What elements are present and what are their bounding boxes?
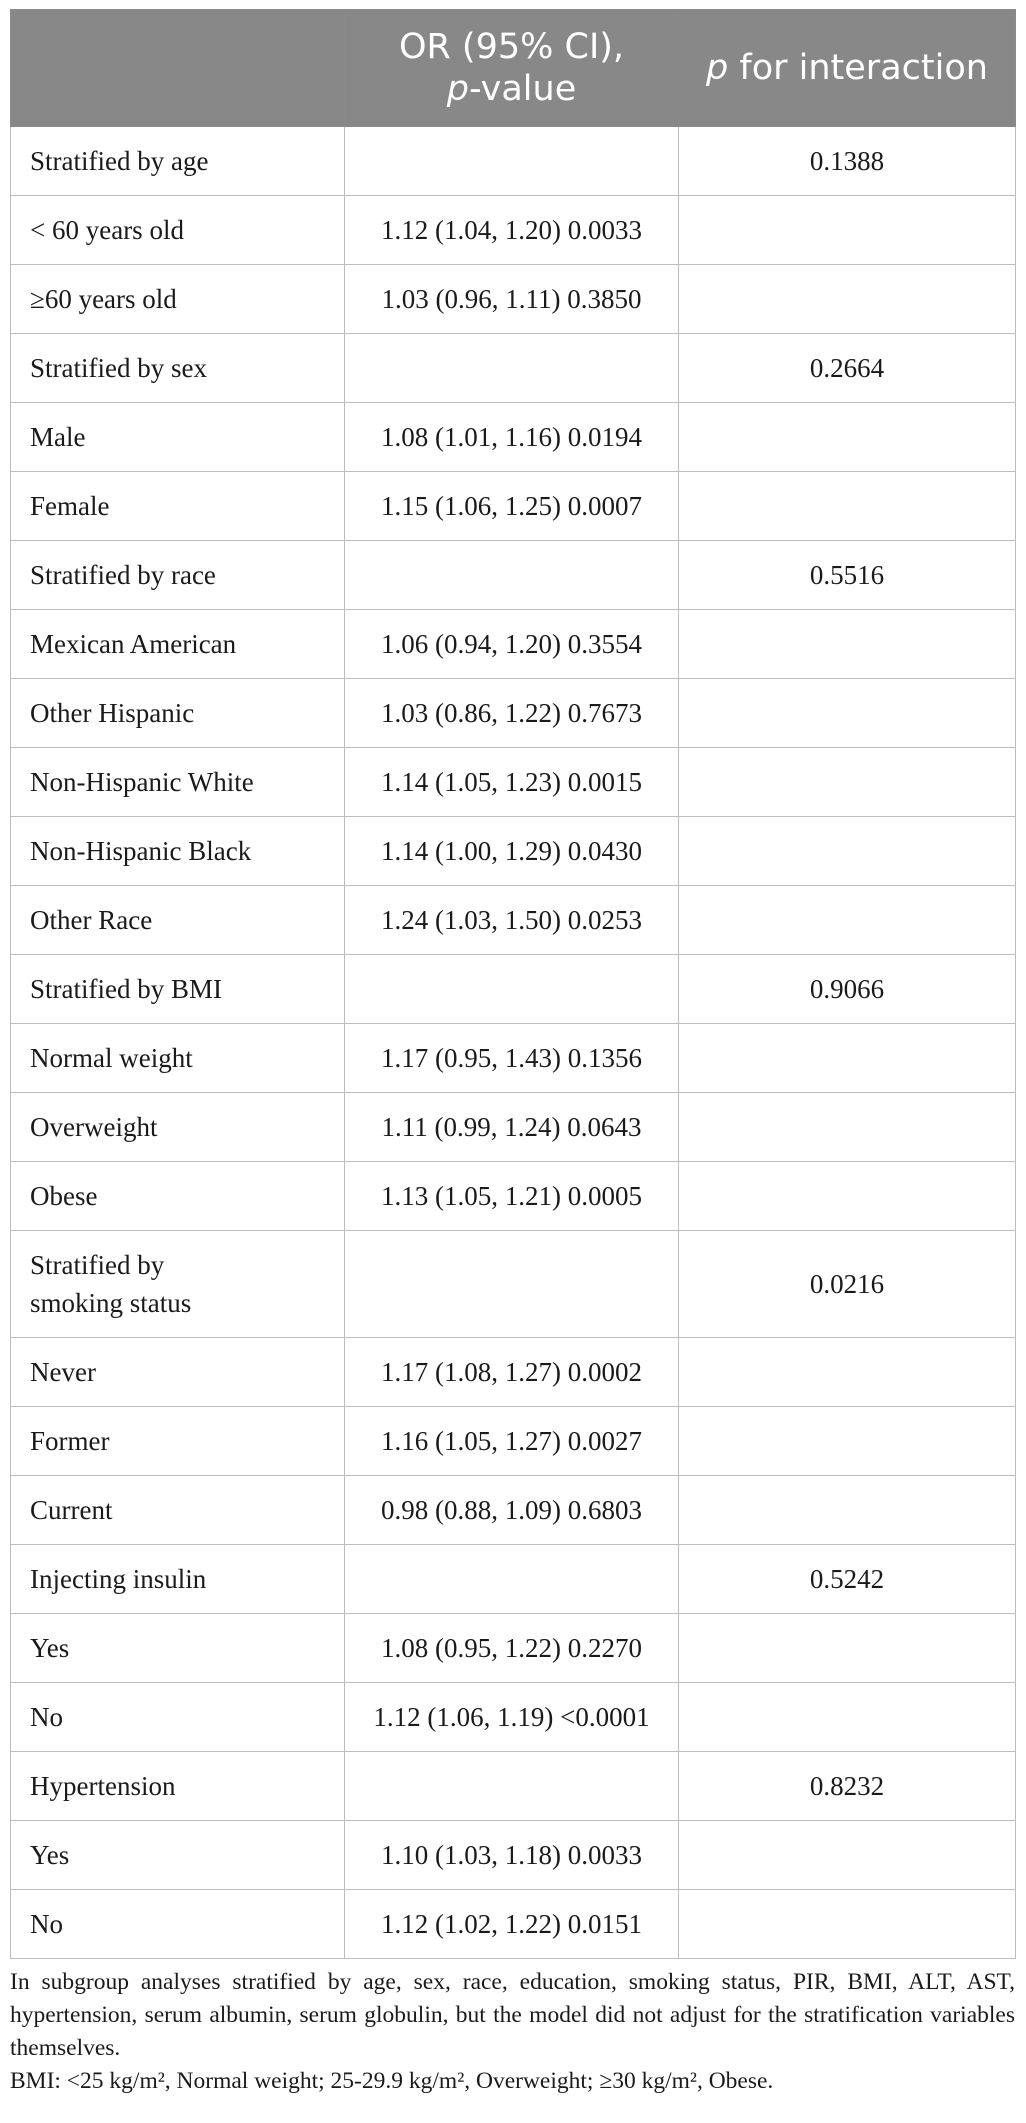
row-or: 1.17 (1.08, 1.27) 0.0002 xyxy=(345,1338,679,1407)
table-header-row xyxy=(11,10,1016,127)
table-row xyxy=(11,403,1016,472)
table-row xyxy=(11,886,1016,955)
row-label: Male xyxy=(11,403,345,472)
table-row xyxy=(11,610,1016,679)
table-row xyxy=(11,1162,1016,1231)
row-or: 0.98 (0.88, 1.09) 0.6803 xyxy=(345,1476,679,1545)
row-or: 1.12 (1.06, 1.19) <0.0001 xyxy=(345,1683,679,1752)
row-or: 1.11 (0.99, 1.24) 0.0643 xyxy=(345,1093,679,1162)
row-or: 1.15 (1.06, 1.25) 0.0007 xyxy=(345,472,679,541)
row-p-interaction: 0.9066 xyxy=(679,955,1016,1024)
footnote-bmi: BMI: <25 kg/m², Normal weight; 25-29.9 kg/m², Overweight; ≥30 kg/m², Obese. xyxy=(10,2068,774,2094)
table-row xyxy=(11,1338,1016,1407)
table-row xyxy=(11,334,1016,403)
row-p-interaction: 0.2664 xyxy=(679,334,1016,403)
row-label: Never xyxy=(11,1338,345,1407)
table-row xyxy=(11,472,1016,541)
row-p-interaction xyxy=(679,1407,1016,1476)
row-p-interaction: 0.5516 xyxy=(679,541,1016,610)
row-label: Non-Hispanic White xyxy=(11,748,345,817)
row-or: 1.16 (1.05, 1.27) 0.0027 xyxy=(345,1407,679,1476)
row-p-interaction xyxy=(679,472,1016,541)
results-table-container xyxy=(10,9,1015,1959)
footnote-stratification: In subgroup analyses stratified by age, sex, race, education, smoking status, PIR, BMI, ALT, AST, hypertension, serum albumin, serum globulin, but the model did not adjust for the stratification variables themselves. xyxy=(10,1969,1015,2061)
table-row xyxy=(11,817,1016,886)
row-or: 1.14 (1.00, 1.29) 0.0430 xyxy=(345,817,679,886)
table-row xyxy=(11,1407,1016,1476)
header-p-interaction xyxy=(679,10,1016,127)
row-p-interaction xyxy=(679,817,1016,886)
table-row xyxy=(11,1545,1016,1614)
row-label: Stratified by sex xyxy=(11,334,345,403)
row-label: Stratified by race xyxy=(11,541,345,610)
row-label: ≥60 years old xyxy=(11,265,345,334)
row-or xyxy=(345,127,679,196)
row-label-line2: smoking status xyxy=(30,1288,192,1318)
row-label: Yes xyxy=(11,1821,345,1890)
table-row xyxy=(11,1683,1016,1752)
row-or xyxy=(345,955,679,1024)
row-label: Non-Hispanic Black xyxy=(11,817,345,886)
row-label: Hypertension xyxy=(11,1752,345,1821)
table-row xyxy=(11,748,1016,817)
row-or: 1.12 (1.02, 1.22) 0.0151 xyxy=(345,1890,679,1959)
row-p-interaction xyxy=(679,886,1016,955)
table-row xyxy=(11,265,1016,334)
row-or: 1.14 (1.05, 1.23) 0.0015 xyxy=(345,748,679,817)
row-p-interaction xyxy=(679,1614,1016,1683)
header-or-ci-value: -value xyxy=(468,69,577,109)
row-label: No xyxy=(11,1683,345,1752)
header-or-ci-line1: OR (95% CI), xyxy=(398,27,625,67)
row-p-interaction xyxy=(679,748,1016,817)
row-label: Yes xyxy=(11,1614,345,1683)
table-row xyxy=(11,541,1016,610)
row-p-interaction xyxy=(679,1476,1016,1545)
row-or: 1.08 (1.01, 1.16) 0.0194 xyxy=(345,403,679,472)
row-label xyxy=(11,1231,345,1338)
row-p-interaction xyxy=(679,1683,1016,1752)
row-or: 1.17 (0.95, 1.43) 0.1356 xyxy=(345,1024,679,1093)
header-subgroup xyxy=(11,10,345,127)
row-p-interaction: 0.8232 xyxy=(679,1752,1016,1821)
row-or: 1.13 (1.05, 1.21) 0.0005 xyxy=(345,1162,679,1231)
table-row xyxy=(11,955,1016,1024)
table-row xyxy=(11,1093,1016,1162)
row-label: Female xyxy=(11,472,345,541)
table-row xyxy=(11,1476,1016,1545)
table-row xyxy=(11,1890,1016,1959)
row-label: Obese xyxy=(11,1162,345,1231)
row-label: Stratified by BMI xyxy=(11,955,345,1024)
row-label: Injecting insulin xyxy=(11,1545,345,1614)
row-label: < 60 years old xyxy=(11,196,345,265)
row-p-interaction: 0.1388 xyxy=(679,127,1016,196)
row-p-interaction xyxy=(679,265,1016,334)
row-label: Former xyxy=(11,1407,345,1476)
row-or: 1.24 (1.03, 1.50) 0.0253 xyxy=(345,886,679,955)
row-p-interaction xyxy=(679,196,1016,265)
row-p-interaction xyxy=(679,1890,1016,1959)
row-p-interaction: 0.5242 xyxy=(679,1545,1016,1614)
header-p-interaction-rest: for interaction xyxy=(728,48,988,88)
table-row xyxy=(11,1614,1016,1683)
row-or: 1.12 (1.04, 1.20) 0.0033 xyxy=(345,196,679,265)
row-label: Other Hispanic xyxy=(11,679,345,748)
row-or: 1.06 (0.94, 1.20) 0.3554 xyxy=(345,610,679,679)
row-label: Normal weight xyxy=(11,1024,345,1093)
table-row xyxy=(11,1024,1016,1093)
row-or: 1.03 (0.96, 1.11) 0.3850 xyxy=(345,265,679,334)
row-or xyxy=(345,1545,679,1614)
table-row xyxy=(11,127,1016,196)
row-or xyxy=(345,1231,679,1338)
row-p-interaction xyxy=(679,403,1016,472)
table-footnotes xyxy=(10,1966,1015,2098)
row-or xyxy=(345,334,679,403)
row-or xyxy=(345,1752,679,1821)
header-or-ci-p: p xyxy=(446,69,469,109)
row-p-interaction xyxy=(679,1821,1016,1890)
row-or xyxy=(345,541,679,610)
table-row xyxy=(11,1752,1016,1821)
row-p-interaction xyxy=(679,679,1016,748)
row-label: Stratified by age xyxy=(11,127,345,196)
table-row xyxy=(11,196,1016,265)
row-p-interaction xyxy=(679,610,1016,679)
row-p-interaction: 0.0216 xyxy=(679,1231,1016,1338)
row-label: Overweight xyxy=(11,1093,345,1162)
row-p-interaction xyxy=(679,1093,1016,1162)
table-row xyxy=(11,679,1016,748)
subgroup-results-table xyxy=(10,9,1016,1959)
row-or: 1.03 (0.86, 1.22) 0.7673 xyxy=(345,679,679,748)
row-or: 1.08 (0.95, 1.22) 0.2270 xyxy=(345,1614,679,1683)
row-p-interaction xyxy=(679,1162,1016,1231)
table-row xyxy=(11,1231,1016,1338)
row-label-line1: Stratified by xyxy=(30,1250,165,1280)
row-label: No xyxy=(11,1890,345,1959)
header-p-interaction-p: p xyxy=(706,48,729,88)
table-row xyxy=(11,1821,1016,1890)
row-or: 1.10 (1.03, 1.18) 0.0033 xyxy=(345,1821,679,1890)
row-label: Mexican American xyxy=(11,610,345,679)
row-label: Other Race xyxy=(11,886,345,955)
row-p-interaction xyxy=(679,1338,1016,1407)
row-p-interaction xyxy=(679,1024,1016,1093)
row-label: Current xyxy=(11,1476,345,1545)
header-or-ci xyxy=(345,10,679,127)
